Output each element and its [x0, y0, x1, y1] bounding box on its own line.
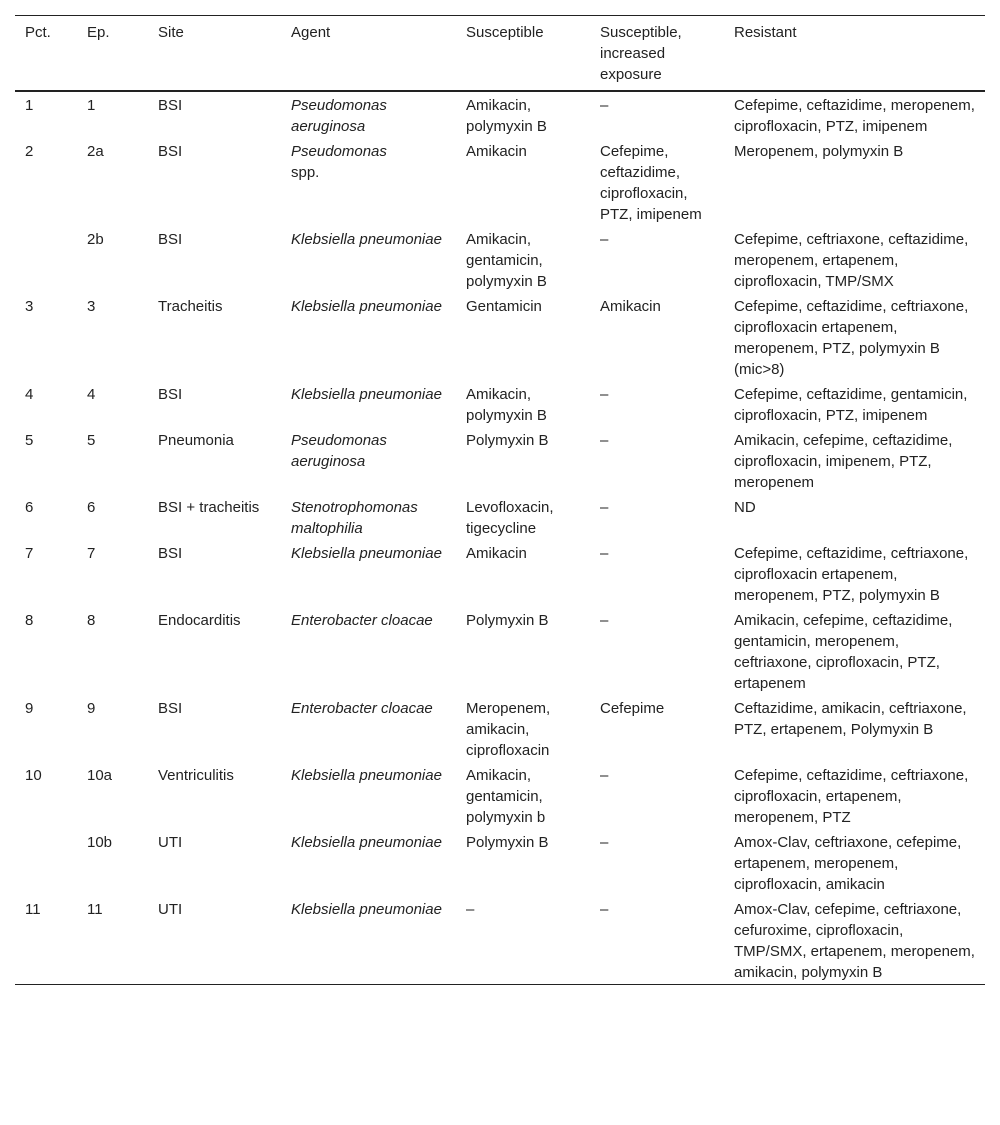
cell-site: Endocarditis	[158, 612, 241, 629]
cell-pct: 3	[25, 298, 34, 315]
cell-agent	[281, 138, 456, 226]
cell-ep: 2b	[87, 231, 104, 248]
cell-increased: –	[600, 834, 609, 851]
cell-susceptible: Meropenem, amikacin, ciprofloxacin	[466, 700, 551, 759]
cell-pct: 10	[25, 767, 42, 784]
cell-pct: 4	[25, 386, 34, 403]
cell-susceptible: Polymyxin B	[466, 432, 549, 449]
cell-site: BSI + tracheitis	[158, 499, 260, 516]
cell-ep: 6	[87, 499, 96, 516]
cell-susceptible: Amikacin	[466, 143, 527, 160]
cell-increased: Cefepime	[600, 700, 665, 717]
cell-ep: 3	[87, 298, 96, 315]
cell-susceptible: Amikacin, polymyxin B	[466, 386, 547, 424]
cell-site: BSI	[158, 386, 183, 403]
cell-susceptible: Polymyxin B	[466, 612, 549, 629]
cell-agent: Enterobacter cloacae	[291, 612, 433, 629]
cell-susceptible: Amikacin, gentamicin, polymyxin b	[466, 767, 546, 826]
cell-resistant: Ceftazidime, amikacin, ceftriaxone, PTZ, ertapenem, Polymyxin B	[734, 700, 967, 738]
cell-site: BSI	[158, 143, 183, 160]
cell-agent: Pseudomonas aeruginosa	[291, 432, 387, 470]
cell-increased: –	[600, 386, 609, 403]
cell-pct: 5	[25, 432, 34, 449]
table-row	[15, 762, 985, 829]
cell-ep: 9	[87, 700, 96, 717]
table-row	[15, 427, 985, 494]
cell-susceptible: Polymyxin B	[466, 834, 549, 851]
cell-resistant: Cefepime, ceftazidime, gentamicin, ciprofloxacin, PTZ, imipenem	[734, 386, 968, 424]
cell-pct: 8	[25, 612, 34, 629]
cell-resistant: Cefepime, ceftazidime, ceftriaxone, ciprofloxacin ertapenem, meropenem, PTZ, polymyxin B (mic>8)	[734, 298, 969, 378]
cell-ep: 7	[87, 545, 96, 562]
cell-resistant: Amox-Clav, ceftriaxone, cefepime, ertapenem, meropenem, ciprofloxacin, amikacin	[734, 834, 962, 893]
cell-pct: 7	[25, 545, 34, 562]
susceptibility-table-container	[15, 15, 985, 985]
cell-pct	[15, 226, 77, 293]
cell-pct: 6	[25, 499, 34, 516]
table-row	[15, 695, 985, 762]
cell-resistant: Amikacin, cefepime, ceftazidime, gentamicin, meropenem, ceftriaxone, ciprofloxacin, PTZ, ertapenem	[734, 612, 953, 692]
table-row	[15, 381, 985, 427]
cell-ep: 5	[87, 432, 96, 449]
table-row	[15, 226, 985, 293]
cell-agent: Pseudomonas aeruginosa	[291, 97, 387, 135]
cell-agent: Stenotrophomonas maltophilia	[291, 499, 418, 537]
cell-agent: Klebsiella pneumoniae	[291, 298, 442, 315]
cell-site: Tracheitis	[158, 298, 223, 315]
table-row	[15, 829, 985, 896]
cell-susceptible: Amikacin, gentamicin, polymyxin B	[466, 231, 547, 290]
cell-agent: Klebsiella pneumoniae	[291, 834, 442, 851]
cell-site: Pneumonia	[158, 432, 234, 449]
cell-agent: Klebsiella pneumoniae	[291, 545, 442, 562]
table-row	[15, 494, 985, 540]
cell-susceptible: Gentamicin	[466, 298, 542, 315]
cell-pct	[15, 829, 77, 896]
cell-agent: Klebsiella pneumoniae	[291, 231, 442, 248]
cell-resistant: Cefepime, ceftazidime, meropenem, ciprofloxacin, PTZ, imipenem	[734, 97, 975, 135]
cell-increased: –	[600, 545, 609, 562]
cell-increased: –	[600, 612, 609, 629]
cell-pct: 9	[25, 700, 34, 717]
cell-increased: Cefepime, ceftazidime, ciprofloxacin, PTZ, imipenem	[600, 143, 702, 223]
header-pct: Pct.	[25, 24, 51, 41]
cell-pct: 11	[25, 901, 41, 918]
cell-susceptible: Amikacin, polymyxin B	[466, 97, 547, 135]
cell-resistant: Cefepime, ceftazidime, ceftriaxone, ciprofloxacin ertapenem, meropenem, PTZ, polymyxin B	[734, 545, 969, 604]
cell-ep: 11	[87, 901, 103, 918]
cell-agent: Enterobacter cloacae	[291, 700, 433, 717]
cell-increased: –	[600, 97, 609, 114]
cell-resistant: Meropenem, polymyxin B	[734, 143, 904, 160]
agent-suffix: spp.	[291, 164, 320, 181]
table-header-row	[15, 16, 985, 92]
cell-susceptible: Levofloxacin, tigecycline	[466, 499, 554, 537]
table-row	[15, 896, 985, 985]
cell-resistant: Amikacin, cefepime, ceftazidime, ciprofloxacin, imipenem, PTZ, meropenem	[734, 432, 953, 491]
cell-increased: –	[600, 231, 609, 248]
table-row	[15, 138, 985, 226]
table-row	[15, 607, 985, 695]
cell-site: UTI	[158, 901, 183, 918]
cell-susceptible: –	[466, 901, 475, 918]
header-susceptible: Susceptible	[466, 24, 544, 41]
cell-resistant: Cefepime, ceftazidime, ceftriaxone, ciprofloxacin, ertapenem, meropenem, PTZ	[734, 767, 969, 826]
header-agent: Agent	[291, 24, 331, 41]
cell-site: Ventriculitis	[158, 767, 234, 784]
cell-increased: –	[600, 499, 609, 516]
cell-pct: 2	[25, 143, 34, 160]
cell-agent: Klebsiella pneumoniae	[291, 767, 442, 784]
header-site: Site	[158, 24, 184, 41]
cell-increased: –	[600, 767, 609, 784]
cell-resistant: ND	[734, 499, 756, 516]
cell-agent: Klebsiella pneumoniae	[291, 386, 442, 403]
cell-agent: Klebsiella pneumoniae	[291, 901, 442, 918]
cell-increased: –	[600, 901, 609, 918]
cell-site: UTI	[158, 834, 183, 851]
table-row	[15, 293, 985, 381]
cell-site: BSI	[158, 700, 183, 717]
cell-susceptible: Amikacin	[466, 545, 527, 562]
cell-ep: 4	[87, 386, 96, 403]
cell-resistant: Amox-Clav, cefepime, ceftriaxone, cefuroxime, ciprofloxacin, TMP/SMX, ertapenem, meropenem, amikacin, polymyxin B	[734, 901, 975, 981]
cell-pct: 1	[25, 97, 34, 114]
cell-increased: Amikacin	[600, 298, 661, 315]
header-susceptible-increased: Susceptible, increased exposure	[600, 24, 682, 83]
cell-ep: 2a	[87, 143, 104, 160]
table-row	[15, 540, 985, 607]
cell-site: BSI	[158, 97, 183, 114]
agent-genus: Pseudomonas	[291, 143, 387, 160]
cell-ep: 10a	[87, 767, 113, 784]
cell-ep: 8	[87, 612, 96, 629]
cell-resistant: Cefepime, ceftriaxone, ceftazidime, meropenem, ertapenem, ciprofloxacin, TMP/SMX	[734, 231, 969, 290]
susceptibility-table	[15, 15, 985, 985]
cell-ep: 1	[87, 97, 96, 114]
cell-increased: –	[600, 432, 609, 449]
header-ep: Ep.	[87, 24, 110, 41]
cell-ep: 10b	[87, 834, 113, 851]
cell-site: BSI	[158, 545, 183, 562]
cell-site: BSI	[158, 231, 183, 248]
table-row	[15, 91, 985, 138]
header-resistant: Resistant	[734, 24, 797, 41]
